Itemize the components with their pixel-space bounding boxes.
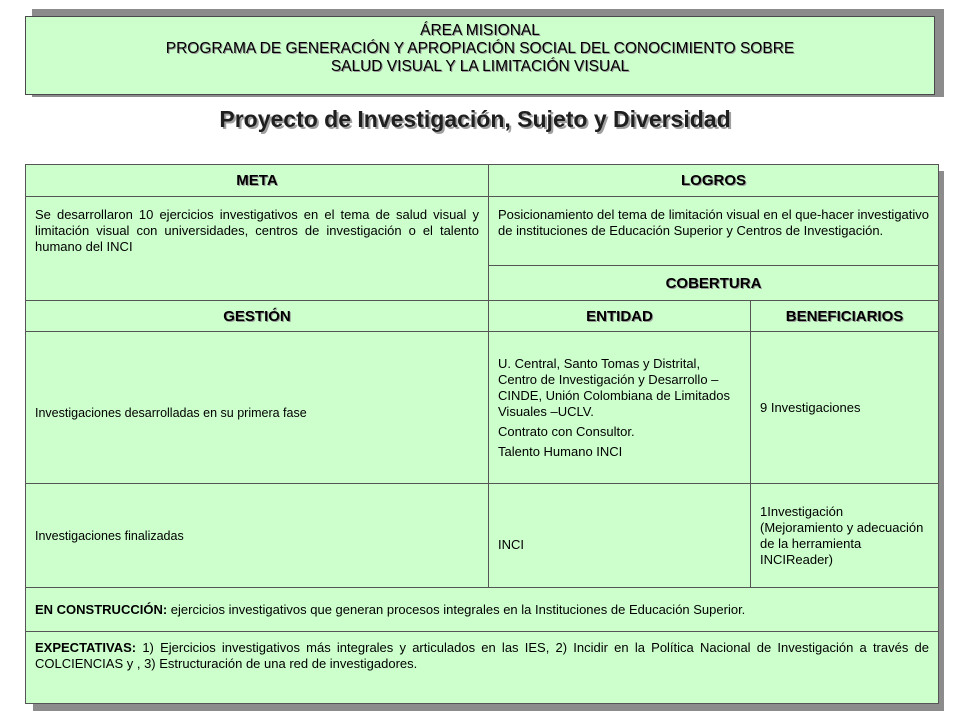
expectativas-text: 1) Ejercicios investigativos más integrales y articulados en las IES, 2) Incidir en la Política Nacional de Investigación a través de COLCIENCIAS y , 3) Estructuración de una red de investigadores. — [35, 640, 930, 671]
cobertura-header: COBERTURA — [489, 266, 939, 301]
expectativas-cell — [26, 632, 939, 704]
expectativas-label: EXPECTATIVAS: — [35, 640, 137, 655]
construccion-label: EN CONSTRUCCIÓN: — [35, 601, 168, 617]
beneficiarios-cell: 9 Investigaciones — [751, 332, 939, 484]
table-row — [26, 484, 939, 588]
project-table — [25, 164, 939, 704]
entidad-header: ENTIDAD — [489, 301, 751, 332]
gestion-cell: Investigaciones desarrolladas en su primera fase — [26, 332, 489, 484]
logros-text: Posicionamiento del tema de limitación visual en el que-hacer investigativo de instituciones de Educación Superior y Centros de Investigación. — [489, 197, 939, 266]
entidad-paragraph: Contrato con Consultor. — [498, 423, 635, 439]
table-row — [26, 332, 939, 484]
entidad-paragraph: U. Central, Santo Tomas y Distrital, Centro de Investigación y Desarrollo –CINDE, Unión Colombiana de Limitados Visuales –UCLV. — [498, 355, 730, 419]
header-banner — [25, 16, 935, 95]
entidad-paragraph: Talento Humano INCI — [498, 443, 623, 459]
header-line-2: PROGRAMA DE GENERACIÓN Y APROPIACIÓN SOCIAL DEL CONOCIMIENTO SOBRE — [165, 40, 795, 57]
header-line-1: ÁREA MISIONAL — [420, 22, 540, 39]
logros-header: LOGROS — [489, 165, 939, 197]
header-line-3: SALUD VISUAL Y LA LIMITACIÓN VISUAL — [330, 58, 630, 75]
meta-text: Se desarrollaron 10 ejercicios investigativos en el tema de salud visual y limitación visual con universidades, centros de investigación o el talento humano del INCI — [26, 197, 489, 301]
beneficiarios-header: BENEFICIARIOS — [751, 301, 939, 332]
beneficiarios-cell: 1Investigación (Mejoramiento y adecuación de la herramienta INCIReader) — [751, 484, 939, 588]
entidad-cell — [489, 332, 751, 484]
meta-header: META — [26, 165, 489, 197]
construccion-cell — [26, 588, 939, 632]
page-title: Proyecto de Investigación, Sujeto y Diversidad — [219, 106, 731, 132]
gestion-cell: Investigaciones finalizadas — [26, 484, 489, 588]
construccion-text: ejercicios investigativos que generan procesos integrales en la Instituciones de Educación Superior. — [167, 601, 746, 617]
entidad-cell: INCI — [489, 484, 751, 588]
gestion-header: GESTIÓN — [26, 301, 489, 332]
